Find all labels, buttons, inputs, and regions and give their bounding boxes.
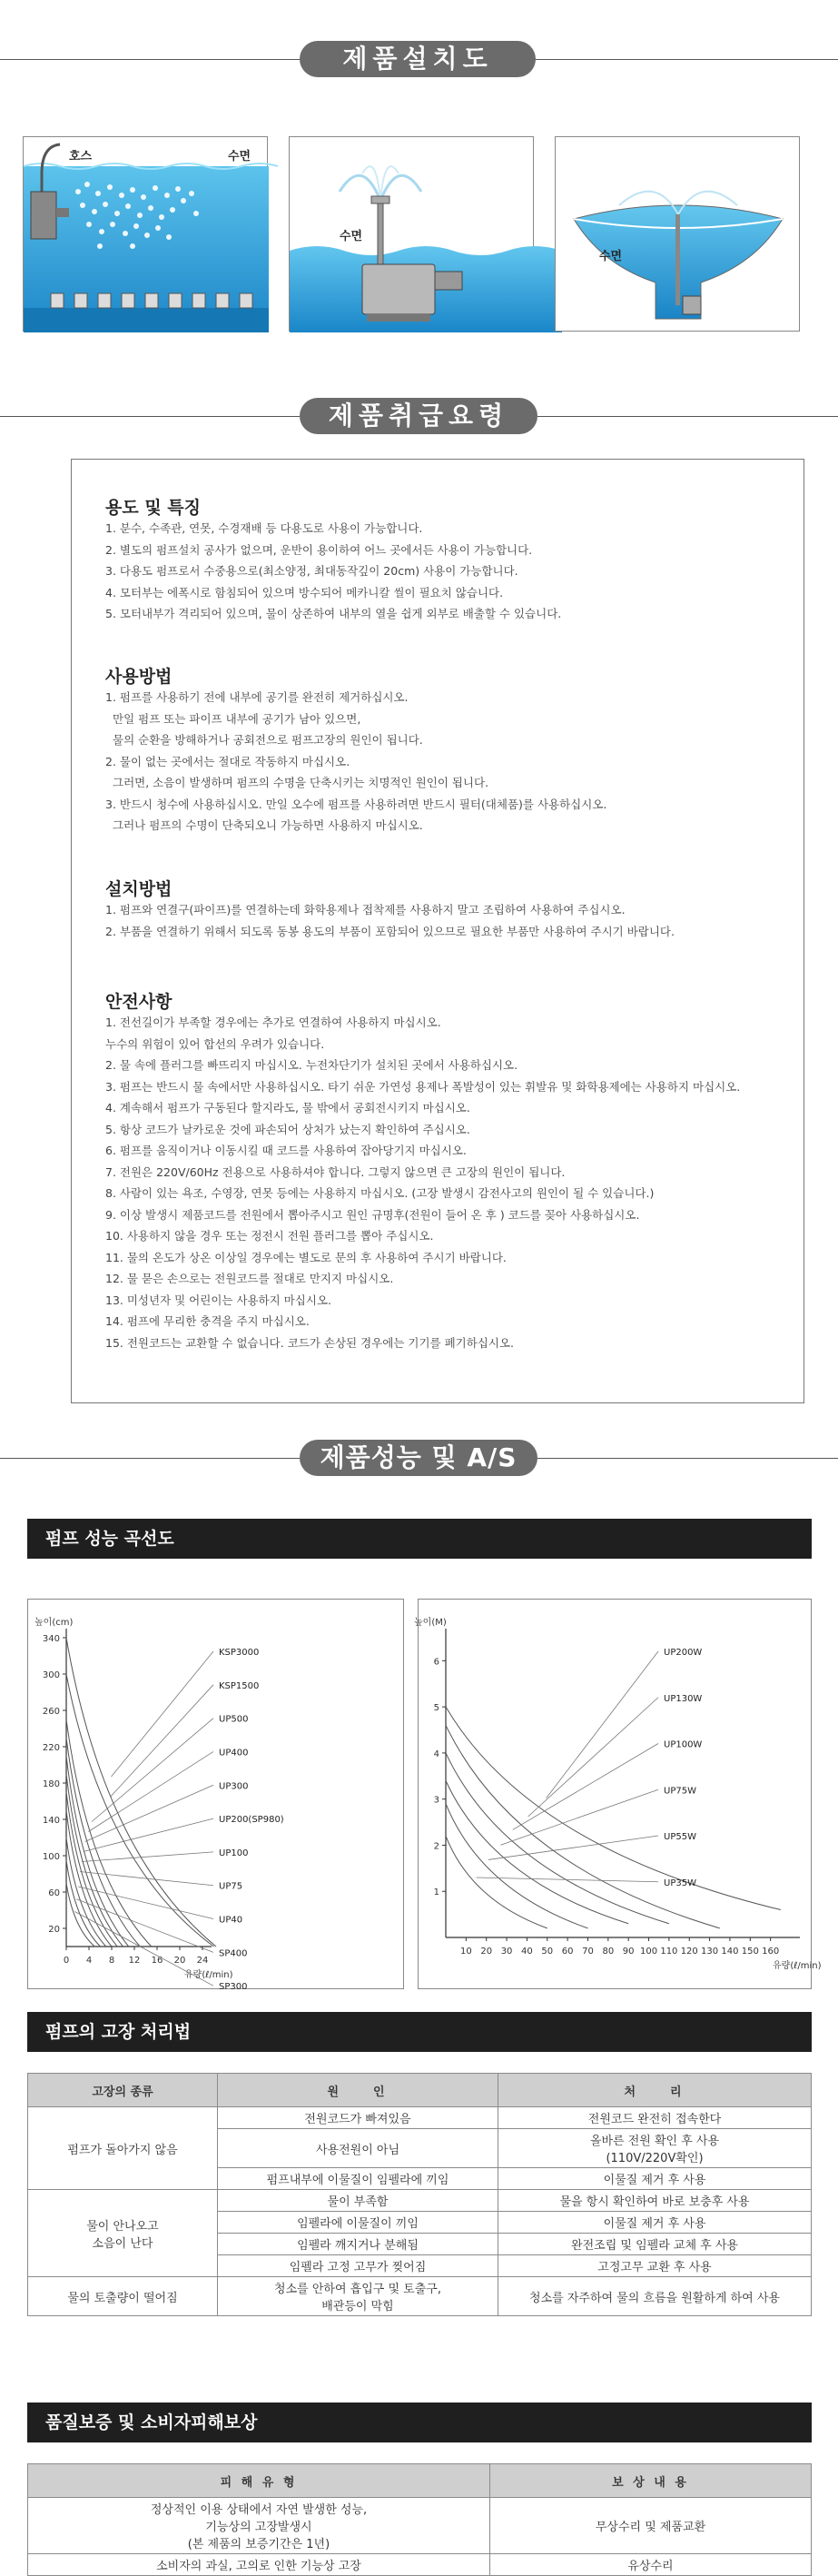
list-item: 13. 미성년자 및 어린이는 사용하지 마십시오.	[105, 1293, 331, 1307]
table-row	[28, 2107, 812, 2129]
series-line	[446, 1753, 669, 1924]
series-label: UP100	[219, 1848, 249, 1858]
damage-type-cell: 정상적인 이용 상태에서 자연 발생한 성능, 기능상의 고장발생시 (본 제품의 보증기간은 1년)	[28, 2498, 490, 2554]
trouble-table	[27, 2073, 812, 2316]
cause-cell: 임펠라에 이물질이 끼임	[218, 2212, 498, 2234]
series-line	[446, 1725, 720, 1927]
column-header: 처 리	[498, 2074, 812, 2107]
table-header-row	[28, 2464, 812, 2498]
divider	[536, 59, 838, 60]
cause-cell: 청소를 안하여 흡입구 및 토출구, 배관등이 막힘	[218, 2277, 498, 2316]
leader-line	[547, 1651, 658, 1798]
damage-type-cell: 소비자의 과실, 고의로 인한 기능상 고장	[28, 2554, 490, 2576]
list-item: 7. 전원은 220V/60Hz 전용으로 사용하셔야 합니다. 그렇지 않으면 큰 고장의 원인이 됩니다.	[105, 1164, 566, 1179]
series-label: SP300	[219, 1982, 248, 1993]
list-item: 누수의 위험이 있어 합선의 우려가 있습니다.	[105, 1036, 325, 1051]
divider	[0, 59, 300, 60]
remedy-cell: 이물질 제거 후 사용	[498, 2168, 812, 2190]
list-item: 2. 부품을 연결하기 위해서 되도록 동봉 용도의 부품이 포함되어 있으므로 필요한 부품만 사용하여 주시기 바랍니다.	[105, 924, 675, 938]
x-tick-label: 8	[108, 1956, 115, 1966]
series-line	[446, 1836, 547, 1928]
x-tick-label: 4	[85, 1956, 93, 1966]
trouble-type-cell: 펌프가 돌아가지 않음	[28, 2107, 218, 2190]
list-item: 15. 전원코드는 교환할 수 없습니다. 코드가 손상된 경우에는 기기를 폐기하십시오.	[105, 1335, 514, 1350]
x-tick-label: 20	[480, 1947, 493, 1957]
x-tick-label: 40	[521, 1947, 533, 1957]
leader-line	[85, 1785, 213, 1841]
x-tick-label: 30	[500, 1947, 513, 1957]
manual-panel	[71, 459, 804, 1403]
surface-label: 수면	[599, 250, 623, 263]
series-line	[446, 1780, 628, 1923]
table-row	[28, 2190, 812, 2212]
x-tick-label: 16	[151, 1956, 163, 1966]
warranty-table	[27, 2463, 812, 2576]
leader-line	[78, 1887, 213, 1919]
leader-line	[88, 1751, 213, 1831]
remedy-cell: 전원코드 완전히 접속한다	[498, 2107, 812, 2129]
series-line	[66, 1638, 216, 1947]
x-tick-label: 12	[128, 1956, 141, 1966]
x-tick-label: 80	[602, 1947, 615, 1957]
x-tick-label: 150	[741, 1947, 759, 1957]
leader-line	[500, 1789, 658, 1845]
x-tick-label: 130	[701, 1947, 719, 1957]
chart-svg-left	[28, 1600, 405, 1993]
cause-cell: 물이 부족함	[218, 2190, 498, 2212]
performance-title: 제품성능 및 A/S	[300, 1440, 537, 1476]
leader-line	[488, 1836, 658, 1859]
x-tick-label: 20	[173, 1956, 186, 1966]
y-tick-label: 180	[42, 1779, 60, 1789]
column-header: 원 인	[218, 2074, 498, 2107]
remedy-cell: 올바른 전원 확인 후 사용 (110V/220V확인)	[498, 2129, 812, 2168]
installation-method-list	[105, 899, 794, 942]
series-label: UP75W	[664, 1786, 696, 1797]
list-item: 1. 분수, 수족관, 연못, 수경재배 등 다용도로 사용이 가능합니다.	[105, 521, 423, 535]
x-tick-label: 100	[639, 1947, 658, 1957]
x-tick-label: 120	[680, 1947, 698, 1957]
series-line	[66, 1810, 112, 1947]
divider	[537, 1458, 838, 1459]
leader-line	[528, 1698, 658, 1817]
trouble-section-bar: 펌프의 고장 처리법	[27, 2012, 812, 2052]
divider	[0, 416, 300, 417]
leader-line	[477, 1878, 658, 1882]
list-item: 그러면, 소음이 발생하며 펌프의 수명을 단축시키는 치명적인 원인이 됩니다.	[113, 776, 489, 789]
x-tick-label: 50	[541, 1947, 554, 1957]
leader-line	[111, 1685, 213, 1797]
y-tick-label: 140	[42, 1816, 60, 1826]
y-axis-label: 높이(M)	[414, 1618, 447, 1628]
y-tick-label: 100	[42, 1852, 60, 1862]
y-tick-label: 5	[433, 1703, 439, 1714]
manual-title-bar	[0, 398, 838, 434]
list-item: 2. 물이 없는 곳에서는 절대로 작동하지 마십시오.	[105, 754, 350, 768]
safety-list	[105, 1012, 794, 1353]
column-header: 보 상 내 용	[490, 2464, 812, 2498]
cause-cell: 사용전원이 아님	[218, 2129, 498, 2168]
list-item: 그러나 펌프의 수명이 단축되오니 가능하면 사용하지 마십시오.	[113, 818, 423, 832]
series-label: UP100W	[664, 1739, 703, 1750]
cause-cell: 임펠라 깨지거나 분해됨	[218, 2234, 498, 2255]
performance-title-bar	[0, 1440, 838, 1476]
x-axis-label: 유량(ℓ/min)	[184, 1970, 233, 1980]
leader-line	[513, 1744, 658, 1830]
list-item: 3. 반드시 청수에 사용하십시오. 만일 오수에 펌프를 사용하려면 반드시 필터(대체품)를 사용하십시오.	[105, 797, 607, 811]
usage-method-list	[105, 687, 794, 837]
remedy-cell: 이물질 제거 후 사용	[498, 2212, 812, 2234]
table-header-row	[28, 2074, 812, 2107]
x-axis-label: 유량(ℓ/min)	[773, 1961, 822, 1971]
manual-title: 제품취급요령	[300, 398, 537, 434]
divider	[0, 1458, 300, 1459]
y-tick-label: 340	[42, 1634, 60, 1644]
surface-label: 수면	[228, 150, 251, 163]
leader-line	[82, 1852, 213, 1862]
list-item: 5. 모터내부가 격리되어 있으며, 물이 상존하여 내부의 열을 쉽게 외부로 배출할 수 있습니다.	[105, 607, 562, 620]
leader-line	[74, 1912, 213, 1986]
leader-line	[92, 1719, 213, 1822]
list-item: 11. 물의 온도가 상온 이상일 경우에는 별도로 문의 후 사용하여 주시기 바랍니다.	[105, 1250, 507, 1264]
install-diagram-fountain	[289, 136, 534, 332]
chart-svg-right	[414, 1600, 822, 1990]
cause-cell: 전원코드가 빠져있음	[218, 2107, 498, 2129]
list-item: 6. 펌프를 움직이거나 이동시킬 때 코드를 사용하여 잡아당기지 마십시오.	[105, 1144, 467, 1157]
list-item: 4. 계속해서 펌프가 구동된다 할지라도, 물 밖에서 공회전시키지 마십시오.	[105, 1101, 470, 1115]
y-tick-label: 20	[48, 1925, 60, 1935]
trouble-type-cell: 물이 안나오고 소음이 난다	[28, 2190, 218, 2277]
y-axis-label: 높이(cm)	[35, 1618, 74, 1628]
remedy-cell: 완전조립 및 임펠라 교체 후 사용	[498, 2234, 812, 2255]
y-tick-label: 1	[433, 1887, 439, 1898]
list-item: 4. 모터부는 에폭시로 함침되어 있으며 방수되어 메카니칼 씰이 필요치 않습니다.	[105, 585, 504, 599]
x-tick-label: 140	[721, 1947, 739, 1957]
list-item: 9. 이상 발생시 제품코드를 전원에서 뽑아주시고 원인 규명후(전원이 들어 온 후 ) 코드를 꽂아 사용하십시오.	[105, 1207, 640, 1222]
table-row	[28, 2554, 812, 2576]
section-heading: 설치방법	[105, 879, 173, 899]
y-tick-label: 6	[433, 1657, 439, 1668]
list-item: 3. 펌프는 반드시 물 속에서만 사용하십시오. 타기 쉬운 가연성 용제나 폭발성이 있는 휘발유 및 화학용제에는 사용하지 마십시오.	[105, 1079, 741, 1094]
list-item: 2. 물 속에 플러그를 빠뜨리지 마십시오. 누전차단기가 설치된 곳에서 사용하십시오.	[105, 1058, 518, 1072]
table-row	[28, 2277, 812, 2316]
series-line	[446, 1707, 781, 1909]
divider	[537, 416, 838, 417]
list-item: 14. 펌프에 무리한 충격을 주지 마십시오.	[105, 1314, 310, 1328]
list-item: 5. 항상 코드가 날카로운 것에 파손되어 상처가 났는지 확인하여 주십시오.	[105, 1122, 470, 1136]
y-tick-label: 220	[42, 1743, 60, 1753]
list-item: 12. 물 묻은 손으로는 전원코드를 절대로 만지지 마십시오.	[105, 1272, 394, 1285]
section-heading: 안전사항	[105, 992, 173, 1012]
x-tick-label: 70	[582, 1947, 594, 1957]
curve-section-bar: 펌프 성능 곡선도	[27, 1519, 812, 1559]
series-label: UP130W	[664, 1693, 703, 1704]
list-item: 1. 펌프와 연결구(파이프)를 연결하는데 화학용제나 접착제를 사용하지 말고 조립하여 사용하여 주십시오.	[105, 903, 626, 916]
series-label: UP40	[219, 1915, 243, 1926]
x-tick-label: 24	[196, 1956, 209, 1966]
series-label: KSP1500	[219, 1680, 260, 1691]
series-line	[66, 1792, 117, 1947]
remedy-cell: 청소를 자주하여 물의 흐름을 원활하게 하여 사용	[498, 2277, 812, 2316]
cause-cell: 임펠라 고정 고무가 찢어짐	[218, 2255, 498, 2277]
y-tick-label: 3	[433, 1795, 439, 1806]
y-tick-label: 300	[42, 1670, 60, 1680]
series-label: UP35W	[664, 1878, 696, 1888]
warranty-section-bar: 품질보증 및 소비자피해보상	[27, 2403, 812, 2442]
list-item: 2. 별도의 펌프설치 공사가 없으며, 운반이 용이하여 어느 곳에서든 사용이 가능합니다.	[105, 542, 533, 557]
usage-features-list	[105, 518, 794, 625]
x-tick-label: 160	[762, 1947, 780, 1957]
section-heading: 용도 및 특징	[105, 498, 201, 518]
compensation-cell: 무상수리 및 제품교환	[490, 2498, 812, 2554]
leader-line	[84, 1818, 213, 1851]
series-line	[446, 1804, 587, 1928]
y-tick-label: 2	[433, 1841, 439, 1852]
remedy-cell: 고정고무 교환 후 사용	[498, 2255, 812, 2277]
x-tick-label: 60	[561, 1947, 574, 1957]
install-title: 제품설치도	[300, 41, 536, 77]
x-tick-label: 110	[660, 1947, 678, 1957]
series-label: UP200(SP980)	[219, 1815, 284, 1826]
list-item: 만일 펌프 또는 파이프 내부에 공기가 남아 있으면,	[113, 711, 361, 726]
x-tick-label: 10	[459, 1947, 472, 1957]
install-diagram-bowl	[555, 136, 800, 332]
hose-label: 호스	[69, 150, 93, 163]
y-tick-label: 60	[48, 1888, 60, 1898]
list-item: 1. 전선길이가 부족할 경우에는 추가로 연결하여 사용하지 마십시오.	[105, 1016, 441, 1029]
list-item: 8. 사람이 있는 욕조, 수영장, 연못 등에는 사용하지 마십시오. (고장 발생시 감전사고의 원인이 될 수 있습니다.)	[105, 1186, 655, 1200]
list-item: 10. 사용하지 않을 경우 또는 정전시 전원 플러그를 뽑아 주십시오.	[105, 1229, 434, 1243]
column-header: 고장의 종류	[28, 2074, 218, 2107]
series-label: UP200W	[664, 1648, 703, 1658]
column-header: 피 해 유 형	[28, 2464, 490, 2498]
series-label: UP500	[219, 1714, 249, 1725]
x-tick-label: 0	[63, 1956, 70, 1966]
y-tick-label: 260	[42, 1707, 60, 1717]
series-label: UP400	[219, 1748, 249, 1759]
remedy-cell: 물을 항시 확인하여 바로 보충후 사용	[498, 2190, 812, 2212]
table-row	[28, 2498, 812, 2554]
y-tick-label: 4	[433, 1749, 439, 1759]
install-title-bar	[0, 41, 838, 77]
performance-chart-right	[414, 1599, 822, 1989]
install-diagram-aquarium	[23, 136, 268, 332]
list-item: 1. 펌프를 사용하기 전에 내부에 공기를 완전히 제거하십시오.	[105, 690, 409, 704]
section-heading: 사용방법	[105, 667, 173, 687]
performance-chart-left	[27, 1599, 404, 1993]
list-item: 물의 순환을 방해하거나 공회전으로 펌프고장의 원인이 됩니다.	[113, 733, 423, 747]
x-tick-label: 90	[622, 1947, 635, 1957]
list-item: 3. 다용도 펌프로서 수중용으로(최소양정, 최대동작깊이 20cm) 사용이 가능합니다.	[105, 564, 518, 578]
cause-cell: 펌프내부에 이물질이 임펠라에 끼임	[218, 2168, 498, 2190]
series-label: UP55W	[664, 1832, 696, 1842]
series-label: UP300	[219, 1781, 249, 1792]
trouble-type-cell: 물의 토출량이 떨어짐	[28, 2277, 218, 2316]
series-label: SP400	[219, 1948, 248, 1959]
surface-label: 수면	[340, 230, 363, 243]
series-label: KSP3000	[219, 1648, 260, 1658]
compensation-cell: 유상수리	[490, 2554, 812, 2576]
leader-line	[112, 1651, 214, 1777]
series-label: UP75	[219, 1881, 243, 1892]
